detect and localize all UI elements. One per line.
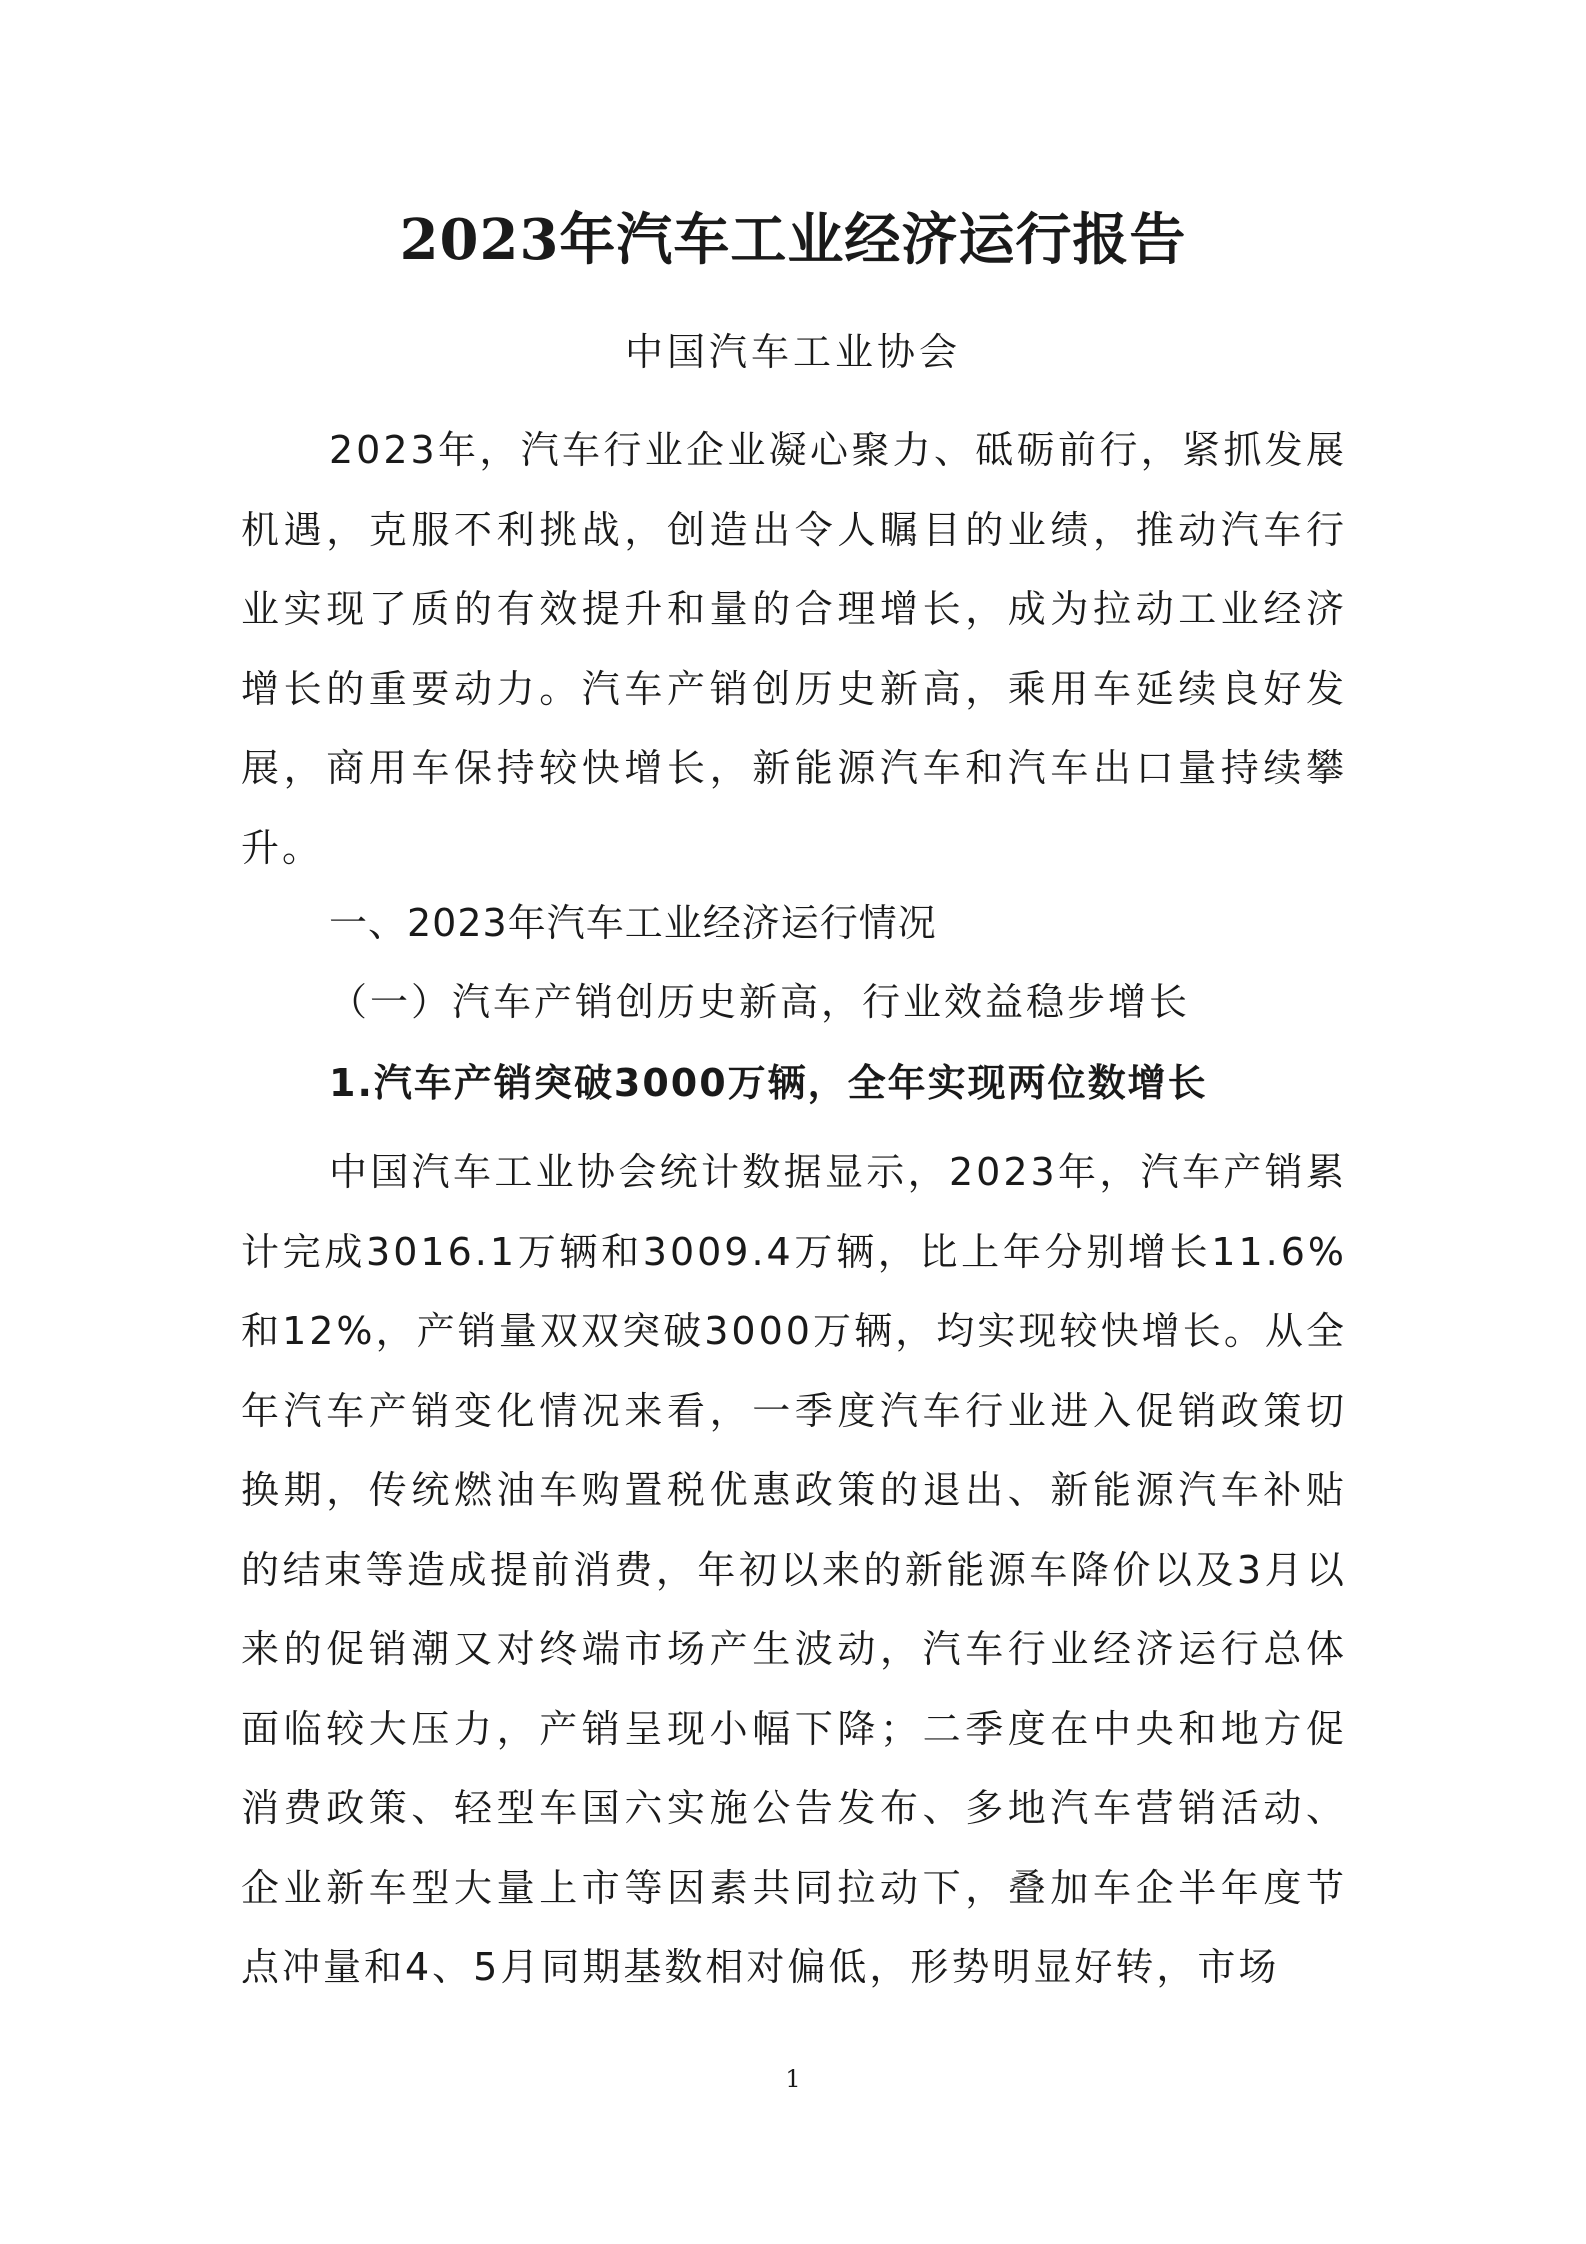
section-heading: 一、2023年汽车工业经济运行情况 <box>329 901 937 945</box>
subsection-heading: （一）汽车产销创历史新高，行业效益稳步增长 <box>329 980 1191 1024</box>
page-number: 1 <box>785 2065 801 2093</box>
intro-paragraph: 2023年，汽车行业企业凝心聚力、砥砺前行，紧抓发展机遇，克服不利挑战，创造出令人瞩目的业绩，推动汽车行业实现了质的有效提升和量的合理增长，成为拉动工业经济增长的重要动力。汽车产销创历史新高，乘用车延续良好发展，商用车保持较快增长，新能源汽车和汽车出口量持续攀升。 <box>241 428 1347 870</box>
item-heading: 1.汽车产销突破3000万辆，全年实现两位数增长 <box>329 1061 1208 1105</box>
document-title: 2023年汽车工业经济运行报告 <box>399 207 1187 273</box>
item-paragraph: 中国汽车工业协会统计数据显示，2023年，汽车产销累计完成3016.1万辆和3009.4万辆，比上年分别增长11.6%和12%，产销量双双突破3000万辆，均实现较快增长。从全年汽车产销变化情况来看，一季度汽车行业进入促销政策切换期，传统燃油车购置税优惠政策的退出、新能源汽车补贴的结束等造成提前消费，年初以来的新能源车降价以及3月以来的促销潮又对终端市场产生波动，汽车行业经济运行总体面临较大压力，产销呈现小幅下降；二季度在中央和地方促消费政策、轻型车国六实施公告发布、多地汽车营销活动、企业新车型大量上市等因素共同拉动下，叠加车企半年度节点冲量和4、5月同期基数相对偏低，形势明显好转，市场 <box>241 1150 1347 1989</box>
organization-name: 中国汽车工业协会 <box>624 330 961 374</box>
